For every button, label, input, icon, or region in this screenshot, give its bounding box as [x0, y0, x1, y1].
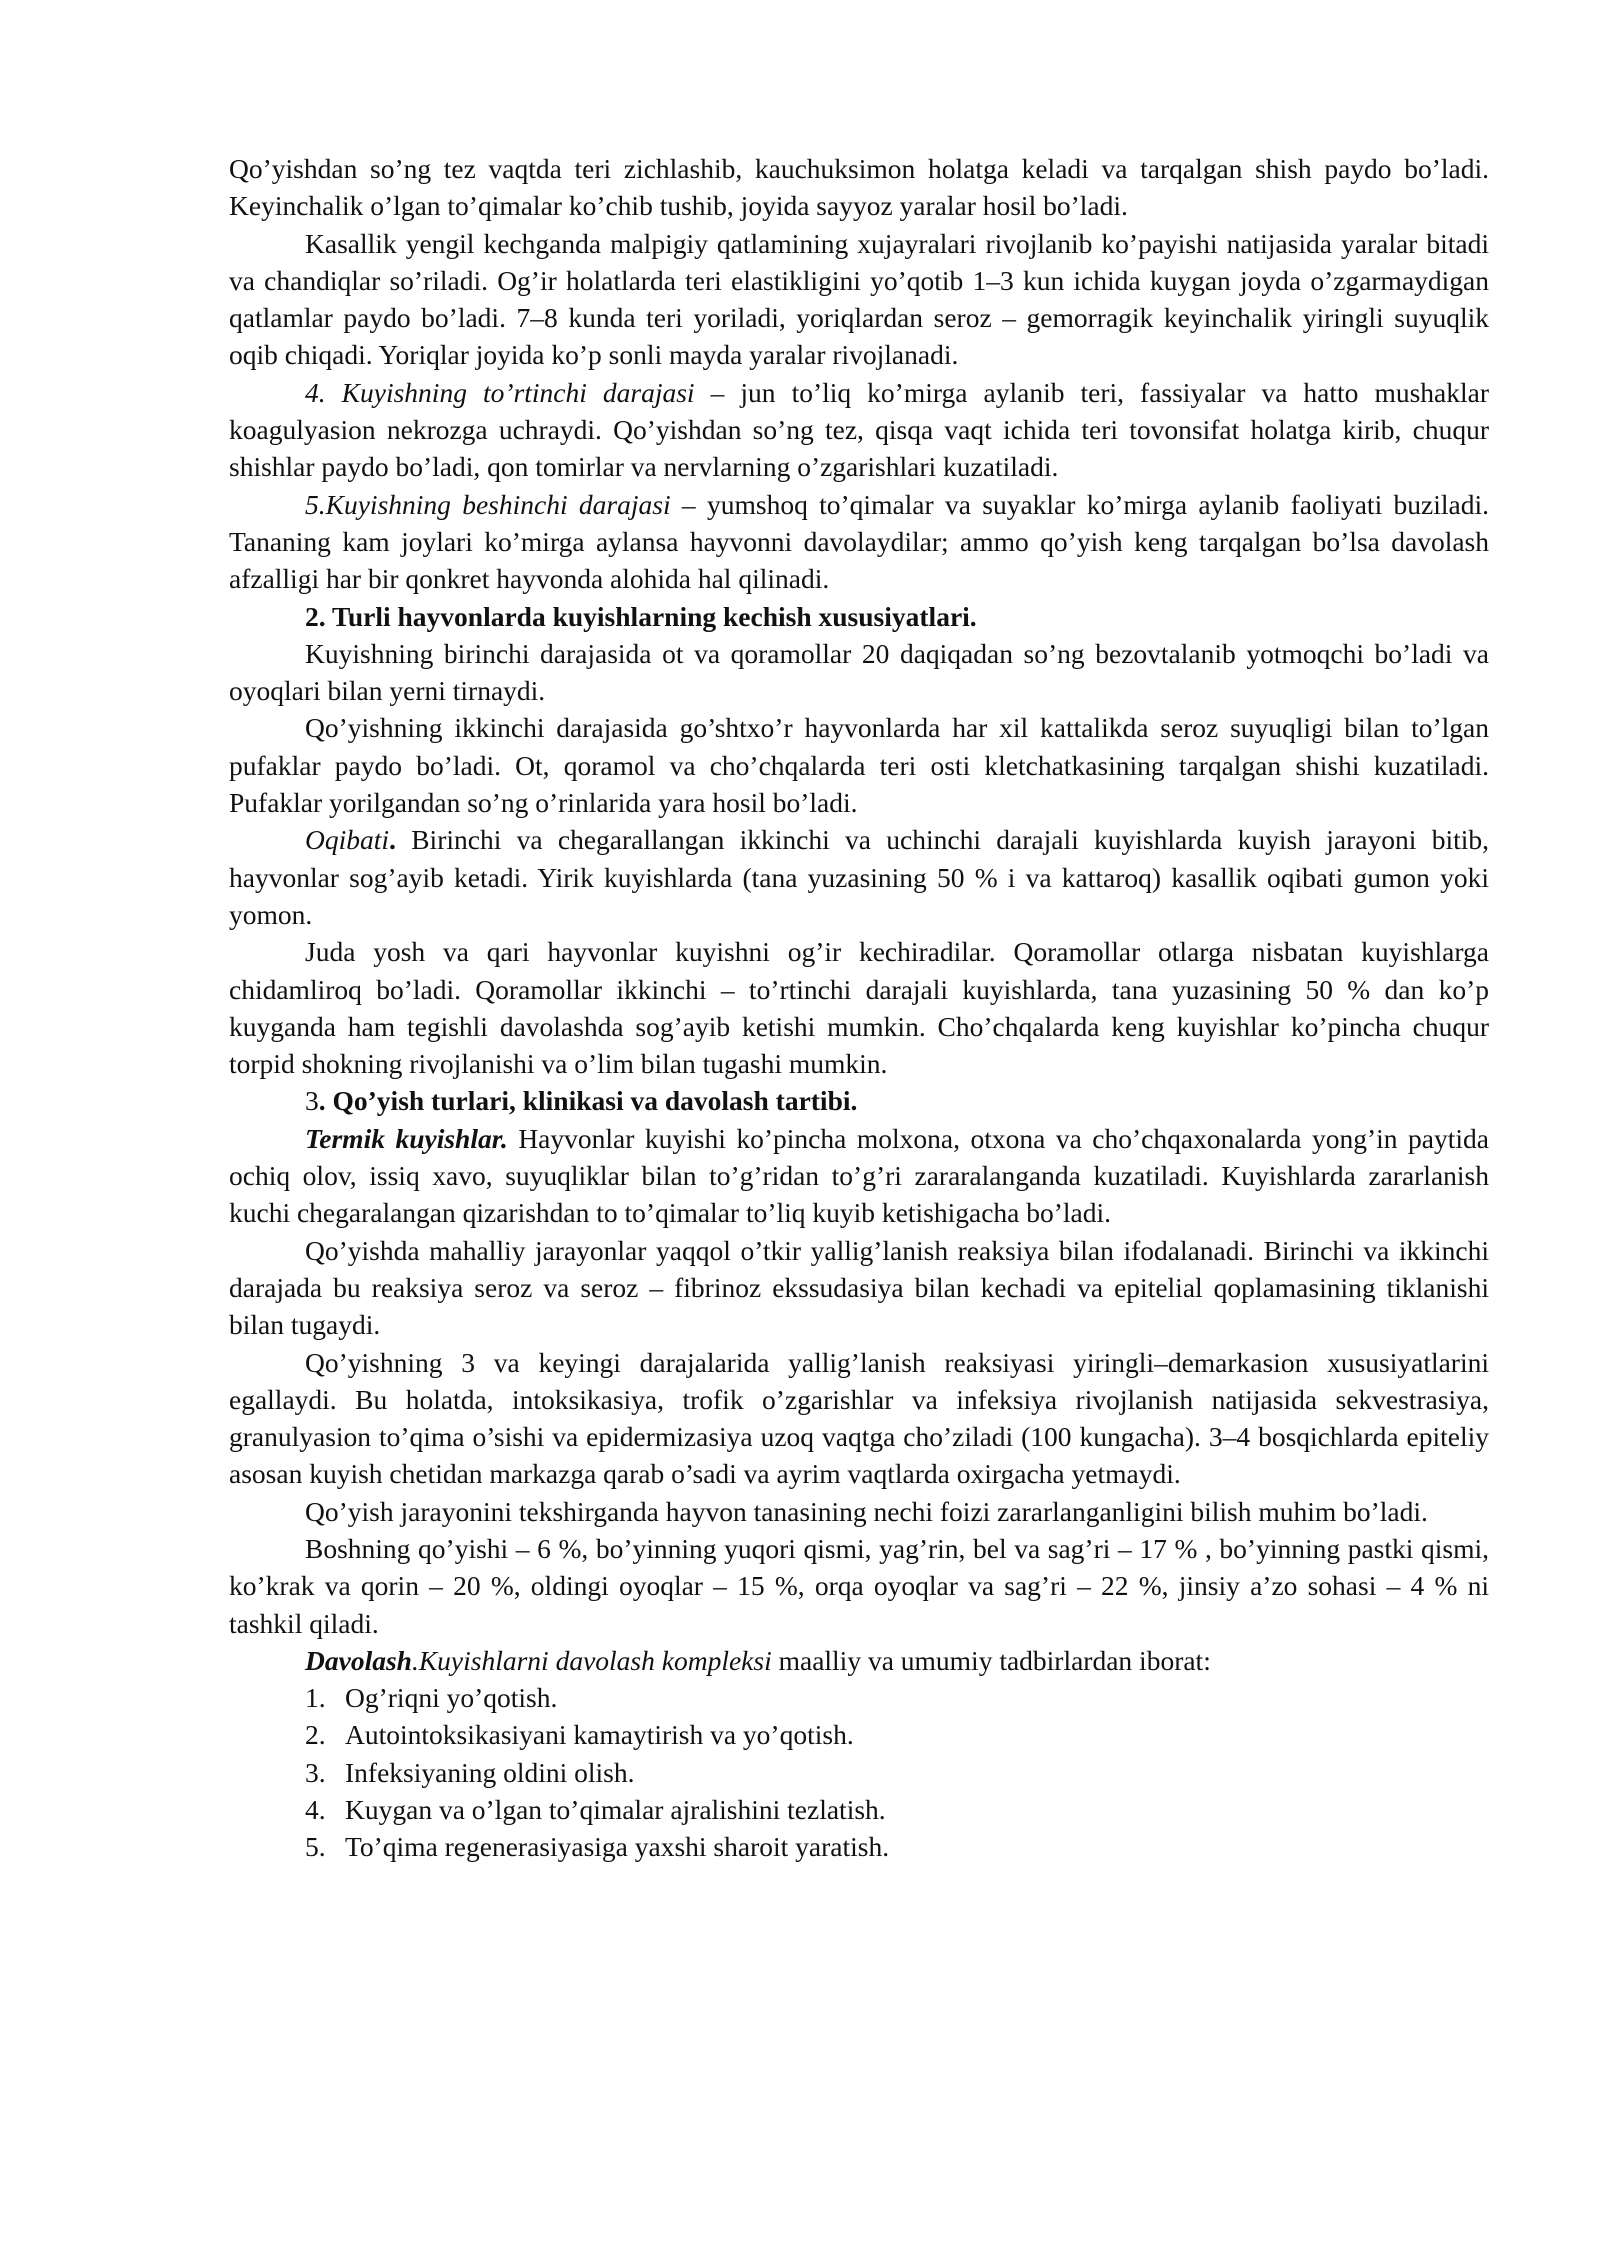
term-label: Davolash — [305, 1644, 412, 1676]
paragraph-treatment — [229, 1642, 1489, 1679]
term-label: Termik kuyishlar. — [305, 1122, 508, 1154]
section-heading — [229, 1082, 1489, 1119]
paragraph: Qo’yishda mahalliy jarayonlar yaqqol o’tkir yallig’lanish reaksiya bilan ifodalanadi. Birinchi va ikkinchi darajada bu reaksiya seroz va seroz – fibrinoz ekssudasiya bilan kechadi va epitelial qoplamasining tiklanishi bilan tugaydi. — [229, 1234, 1489, 1341]
term-label-italic: .Kuyishlarni davolash kompleksi — [411, 1644, 772, 1676]
paragraph: Qo’yishning ikkinchi darajasida go’shtxo’r hayvonlarda har xil kattalikda seroz suyuqligi bilan to’lgan pufaklar paydo bo’ladi. Ot, qoramol va cho’chqalarda teri osti kletchatkasining tarqalgan shishi kuzatiladi. Pufaklar yorilgandan so’ng o’rinlarida yara hosil bo’ladi. — [229, 712, 1489, 819]
list-item: 3. Infeksiyaning oldini olish. — [305, 1756, 635, 1788]
paragraph: Boshning qo’yishi – 6 %, bo’yinning yuqori qismi, yag’rin, bel va sag’ri – 17 % , bo’yinning pastki qismi, ko’krak va qorin – 20 %, oldingi oyoqlar – 15 %, orqa oyoqlar va sag’ri – 22 %, jinsiy a’zo sohasi – 4 % ni tashkil qiladi. — [229, 1532, 1489, 1639]
paragraph: Juda yosh va qari hayvonlar kuyishni og’ir kechiradilar. Qoramollar otlarga nisbatan kuyishlarga chidamliroq bo’ladi. Qoramollar ikkinchi – to’rtinchi darajali kuyishlarda, tana yuzasining 50 % dan ko’p kuyganda ham tegishli davolashda sog’ayib ketishi mumkin. Cho’chqalarda keng kuyishlar ko’pincha chuqur torpid shokning rivojlanishi va o’lim bilan tugashi mumkin. — [229, 936, 1489, 1080]
paragraph-fourth-degree — [229, 374, 1489, 486]
paragraph-outcome — [229, 821, 1489, 933]
treatment-list — [229, 1679, 1489, 1865]
document-page — [229, 150, 1489, 1866]
list-item: 1. Og’riqni yo’qotish. — [305, 1682, 558, 1714]
term-label: 4. Kuyishning to’rtinchi darajasi — [305, 376, 695, 408]
section-heading: 2. Turli hayvonlarda kuyishlarning kechish xususiyatlari. — [305, 600, 977, 632]
paragraph: Kuyishning birinchi darajasida ot va qoramollar 20 daqiqadan so’ng bezovtalanib yotmoqchi bo’ladi va oyoqlari bilan yerni tirnaydi. — [229, 637, 1489, 707]
paragraph-fifth-degree — [229, 486, 1489, 598]
list-item: 2. Autointoksikasiyani kamaytirish va yo’qotish. — [305, 1719, 854, 1751]
paragraph: Kasallik yengil kechganda malpigiy qatlamining xujayralari rivojlanib ko’payishi natijasida yaralar bitadi va chandiqlar so’riladi. Og’ir holatlarda teri elastikligini yo’qotib 1–3 kun ichida kuygan joyda o’zgarmaydigan qatlamlar paydo bo’ladi. 7–8 kunda teri yoriladi, yoriqlardan seroz – gemorragik keyinchalik yiringli suyuqlik oqib chiqadi. Yoriqlar joyida ko’p sonli mayda yaralar rivojlanadi. — [229, 227, 1489, 371]
paragraph-text: – jun to’liq ko’mirga aylanib teri, fassiyalar va hatto mushaklar koagulyasion nekrozga uchraydi. Qo’yishdan so’ng tez, qisqa vaqt ichida teri tovonsifat holatga kirib, chuqur shishlar paydo bo’ladi, qon tomirlar va nervlarning o’zgarishlari kuzatiladi. — [229, 376, 1490, 483]
paragraph-text: – yumshoq to’qimalar va suyaklar ko’mirga aylanib faoliyati buziladi. Tananing kam joylari ko’mirga aylansa hayvonni davolaydilar; ammo qo’yish keng tarqalgan bo’lsa davolash afzalligi har bir qonkret hayvonda alohida hal qilinadi. — [229, 488, 1489, 595]
paragraph-text: Birinchi va chegarallangan ikkinchi va uchinchi darajali kuyishlarda kuyish jarayoni bitib, hayvonlar sog’ayib ketadi. Yirik kuyishlarda (tana yuzasining 50 % i va kattaroq) kasallik oqibati gumon yoki yomon. — [229, 824, 1489, 930]
list-item: 4. Kuygan va o’lgan to’qimalar ajralishini tezlatish. — [305, 1794, 886, 1826]
heading-number: 3 — [305, 1085, 319, 1117]
term-label: Oqibati — [305, 824, 390, 856]
list-item: 5. To’qima regenerasiyasiga yaxshi sharoit yaratish. — [305, 1831, 890, 1863]
paragraph: Qo’yishdan so’ng tez vaqtda teri zichlashib, kauchuksimon holatga keladi va tarqalgan shish paydo bo’ladi. Keyinchalik o’lgan to’qimalar ko’chib tushib, joyida sayyoz yaralar hosil bo’ladi. — [229, 153, 1489, 222]
heading-text: . Qo’yish turlari, klinikasi va davolash tartibi. — [318, 1085, 858, 1117]
paragraph-thermal-burns — [229, 1120, 1489, 1232]
term-label: 5.Kuyishning beshinchi darajasi — [305, 488, 671, 520]
paragraph: Qo’yish jarayonini tekshirganda hayvon tanasining nechi foizi zararlanganligini bilish muhim bo’ladi. — [305, 1495, 1428, 1527]
term-label-dot: . — [389, 824, 396, 856]
paragraph: Qo’yishning 3 va keyingi darajalarida yallig’lanish reaksiyasi yiringli–demarkasion xususiyatlarini egallaydi. Bu holatda, intoksikasiya, trofik o’zgarishlar va infeksiya rivojlanish natijasida sekvestrasiya, granulyasion to’qima o’sishi va epidermizasiya uzoq vaqtga cho’ziladi (100 kungacha). 3–4 bosqichlarda epiteliy asosan kuyish chetidan markazga qarab o’sadi va ayrim vaqtlarda oxirgacha yetmaydi. — [229, 1346, 1489, 1490]
paragraph-text: maalliy va umumiy tadbirlardan iborat: — [771, 1644, 1211, 1676]
paragraph-text: Hayvonlar kuyishi ko’pincha molxona, otxona va cho’chqaxonalarda yong’in paytida ochiq olov, issiq xavo, suyuqliklar bilan to’g’ridan to’g’ri zararalanganda kuzatiladi. Kuyishlarda zararlanish kuchi chegaralangan qizarishdan to to’qimalar to’liq kuyib ketishigacha bo’ladi. — [229, 1122, 1489, 1229]
